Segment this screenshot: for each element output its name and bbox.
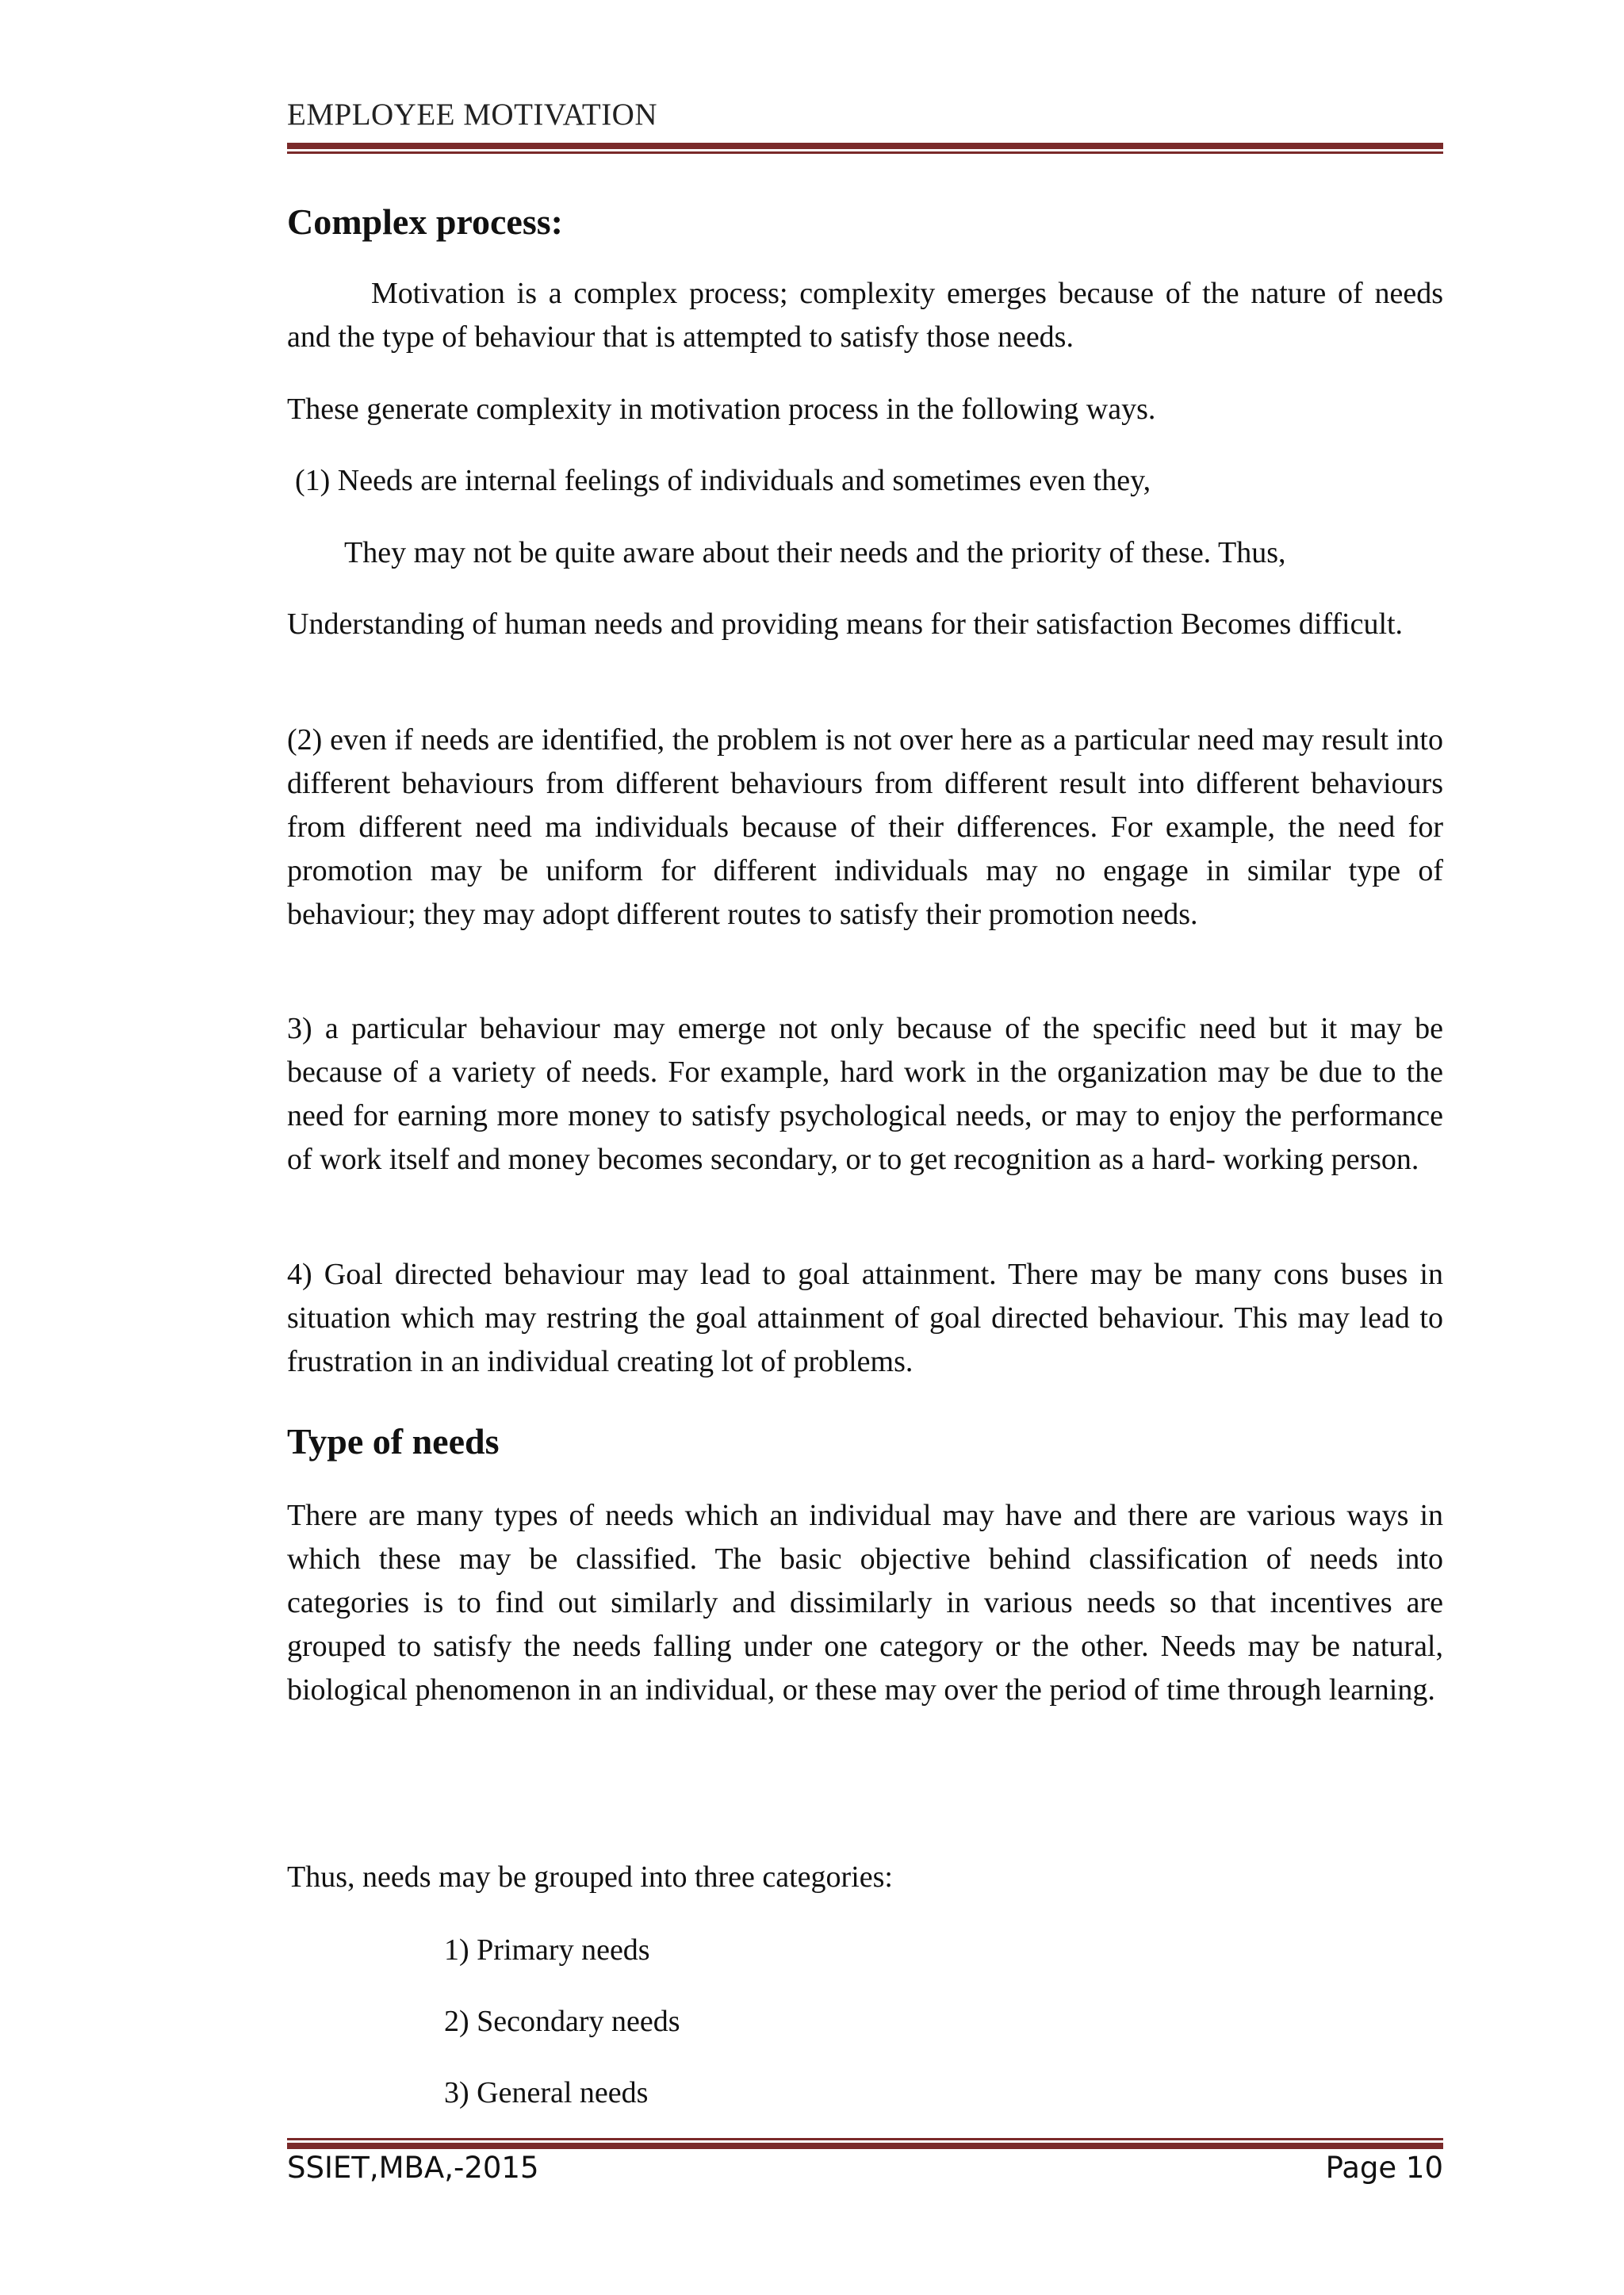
paragraph: They may not be quite aware about their needs and the priority of these. Thus, [344,536,1286,569]
paragraph: Understanding of human needs and providing means for their satisfaction Becomes difficult. [287,607,1404,641]
footer-institution: SSIET,MBA,-2015 [287,2151,539,2185]
paragraph: Motivation is a complex process; complexity emerges because of the nature of needs and the type of behaviour that is attempted to satisfy those needs. [287,277,1443,354]
list-item: 2) Secondary needs [444,2005,680,2038]
footer-rule [287,2138,1443,2149]
section-heading-type-of-needs: Type of needs [287,1421,500,1462]
page-number: Page 10 [1325,2151,1443,2185]
section-heading-complex-process: Complex process: [287,201,563,242]
header-title: EMPLOYEE MOTIVATION [287,98,658,132]
paragraph: These generate complexity in motivation process in the following ways. [287,393,1156,426]
list-item: 1) Primary needs [444,1933,650,1967]
paragraph: (1) Needs are internal feelings of individuals and sometimes even they, [295,464,1151,497]
paragraph: 4) Goal directed behaviour may lead to goal attainment. There may be many cons buses in situation which may restring the goal attainment of goal directed behaviour. This may lead to frustration in an individual creating lot of problems. [287,1258,1443,1378]
header-rule [287,143,1443,154]
paragraph: There are many types of needs which an individual may have and there are various ways in which these may be classified. The basic objective behind classification of needs into categories is to find out similarly and dissimilarly in various needs so that incentives are grouped to satisfy the needs falling under one category or the other. Needs may be natural, biological phenomenon in an individual, or these may over the period of time through learning. [287,1499,1443,1707]
paragraph: (2) even if needs are identified, the problem is not over here as a particular need may result into different behaviours from different behaviours from different result into different behaviours from different need ma individuals because of their differences. For example, the need for promotion may be uniform for different individuals may no engage in similar type of behaviour; they may adopt different routes to satisfy their promotion needs. [287,723,1443,931]
paragraph: 3) a particular behaviour may emerge not only because of the specific need but it may be because of a variety of needs. For example, hard work in the organization may be due to the need for earning more money to satisfy psychological needs, or may to enjoy the performance of work itself and money becomes secondary, or to get recognition as a hard- working person. [287,1012,1443,1176]
paragraph: Thus, needs may be grouped into three categories: [287,1860,893,1894]
list-item: 3) General needs [444,2076,649,2109]
